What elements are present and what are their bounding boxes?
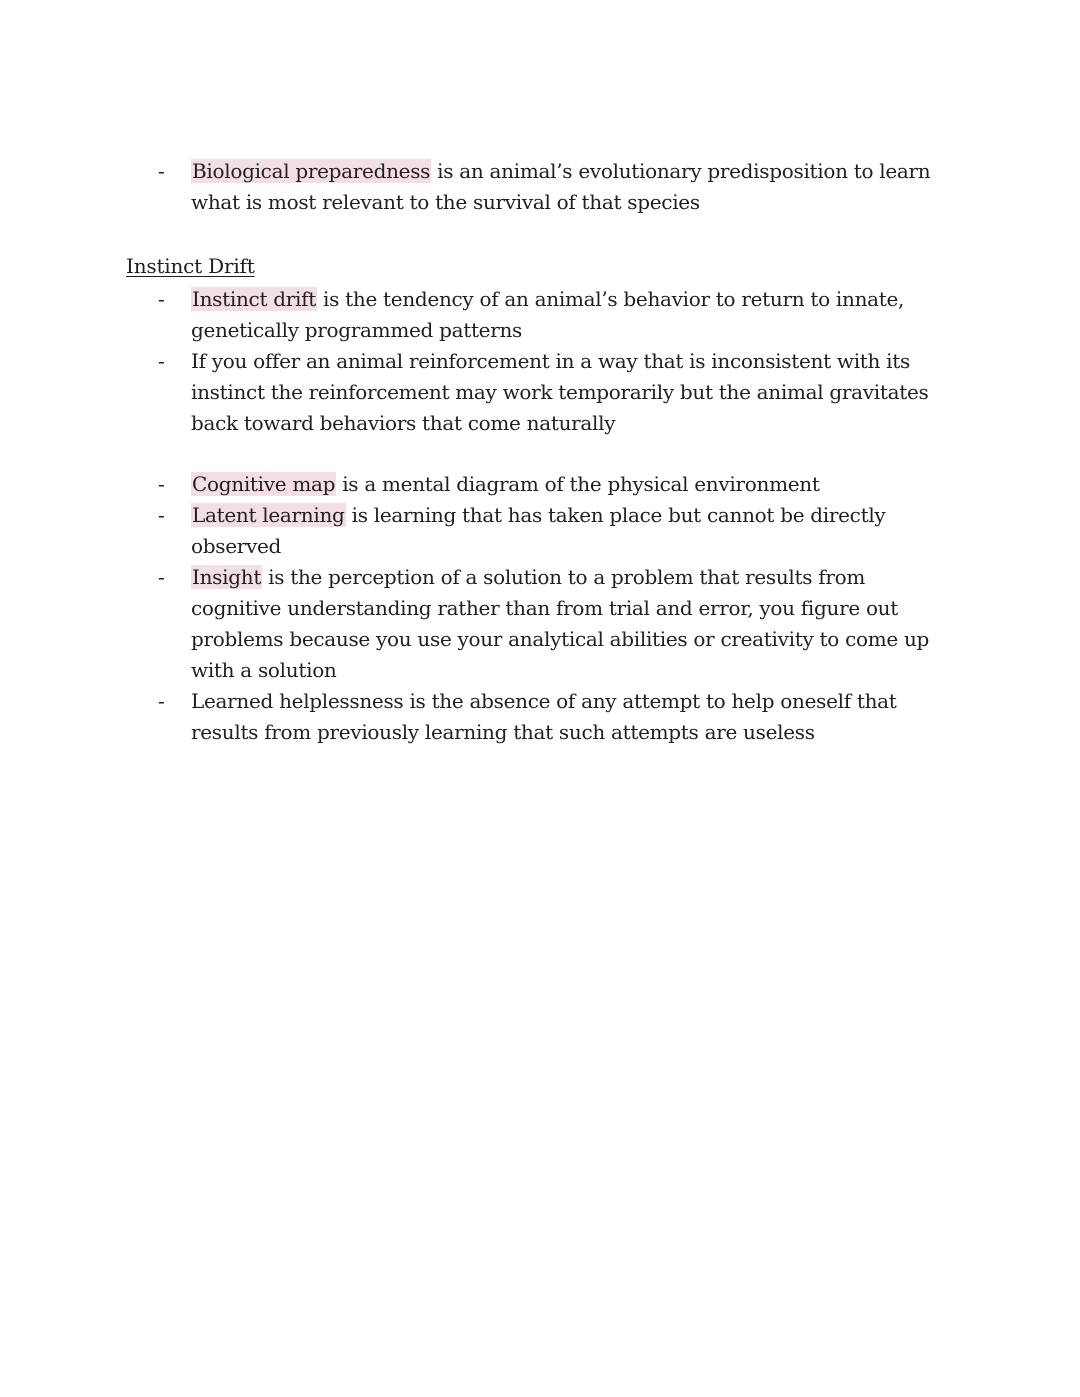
highlighted-term: Latent learning [192, 503, 345, 527]
list-item [126, 500, 946, 562]
list-item [126, 469, 946, 500]
list-item [126, 156, 946, 218]
bullet-dash: - [158, 349, 165, 373]
bullet-dash: - [158, 287, 165, 311]
bullet-dash: - [158, 503, 165, 527]
list-item [126, 562, 946, 686]
bullet-dash: - [158, 159, 165, 183]
section-biological-preparedness [126, 156, 946, 218]
definition-text: If you offer an animal reinforcement in a way that is inconsistent with its instinct the reinforcement may work temporarily but the animal gravitates back toward behaviors that come naturally [191, 349, 929, 435]
section-instinct-drift [126, 252, 946, 439]
bullet-list [126, 284, 946, 439]
definition-text: is a mental diagram of the physical environment [336, 472, 820, 496]
definition-text: Learned helplessness is the absence of any attempt to help oneself that results from previously learning that such attempts are useless [191, 689, 897, 744]
highlighted-term: Insight [192, 565, 262, 589]
definition-text: is learning that has taken place but cannot be directly observed [191, 503, 886, 558]
list-item [126, 284, 946, 346]
bullet-list [126, 469, 946, 748]
bullet-dash: - [158, 689, 165, 713]
section-cognitive-learning [126, 469, 946, 748]
bullet-dash: - [158, 565, 165, 589]
list-item [126, 346, 946, 439]
bullet-dash: - [158, 472, 165, 496]
bullet-list [126, 156, 946, 218]
definition-text: is the tendency of an animal’s behavior to return to innate, genetically programmed patterns [191, 287, 905, 342]
highlighted-term: Biological preparedness [192, 159, 431, 183]
definition-text: is an animal’s evolutionary predisposition to learn what is most relevant to the survival of that species [191, 159, 931, 214]
highlighted-term: Cognitive map [192, 472, 336, 496]
list-item [126, 686, 946, 748]
highlighted-term: Instinct drift [192, 287, 316, 311]
section-heading: Instinct Drift [126, 254, 255, 278]
definition-text: is the perception of a solution to a problem that results from cognitive understanding rather than from trial and error, you figure out problems because you use your analytical abilities or creativity to come up with a solution [191, 565, 930, 682]
